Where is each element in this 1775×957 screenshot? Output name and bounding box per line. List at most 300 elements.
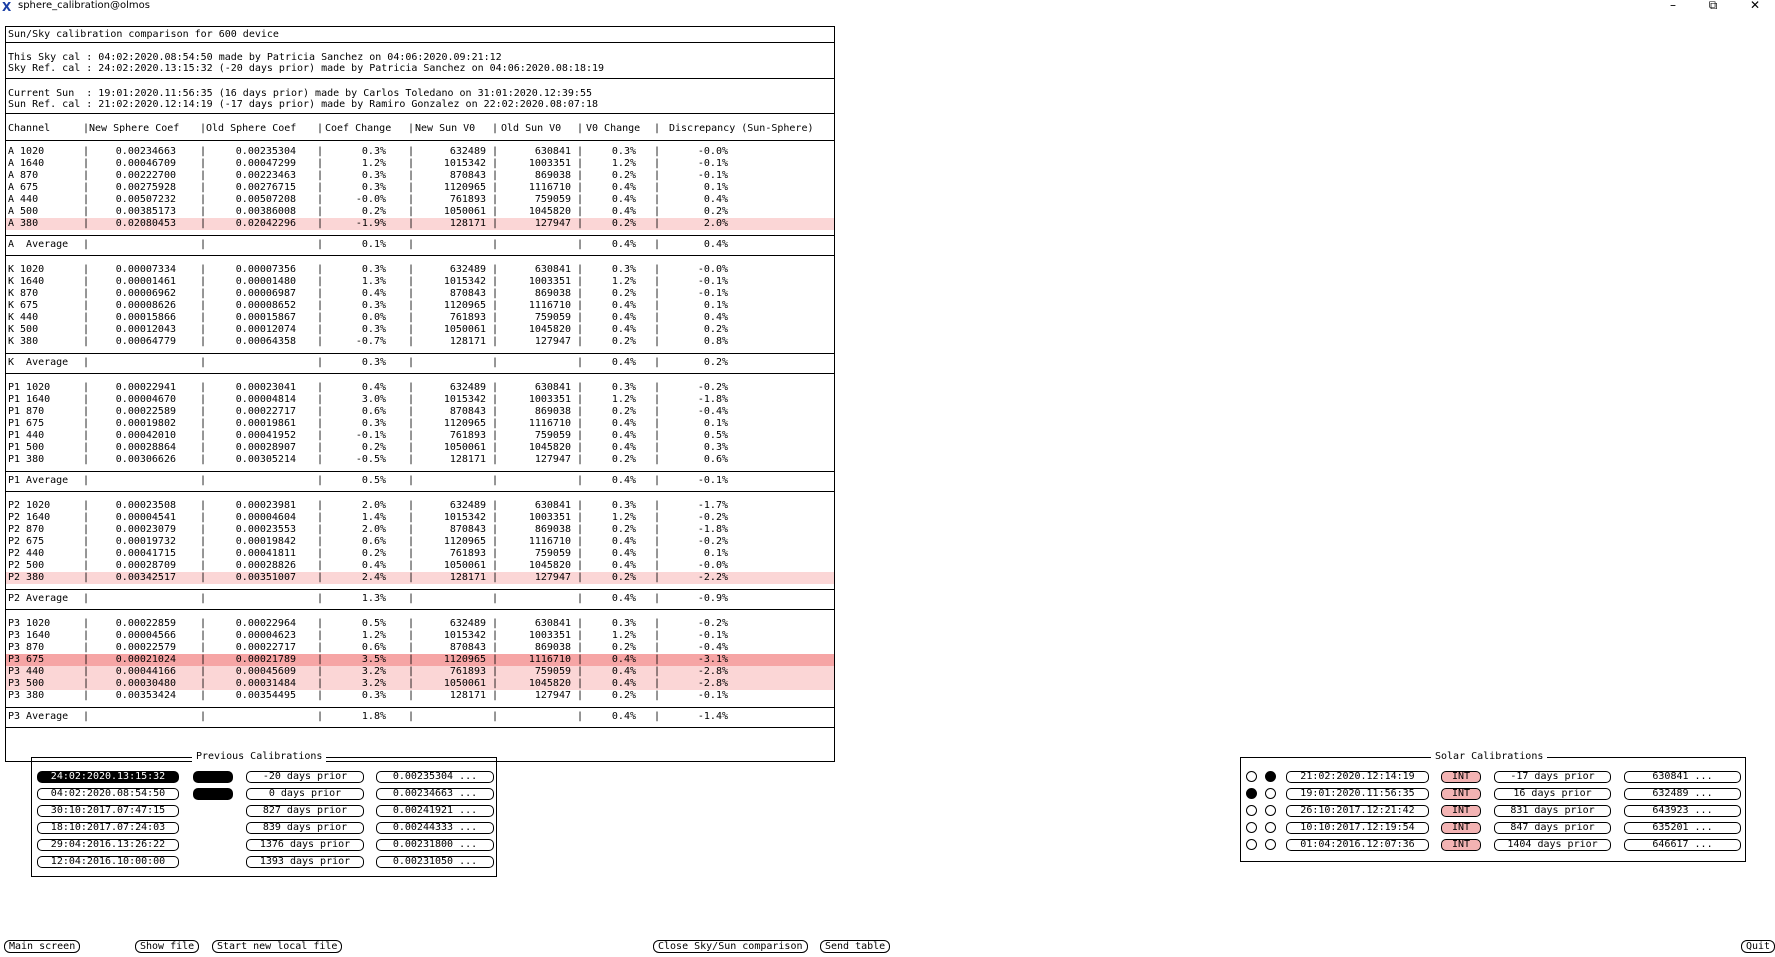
column-separator: |	[492, 123, 499, 134]
column-separator: |	[317, 524, 324, 535]
cell-coef-change: -0.0%	[355, 194, 386, 205]
column-separator: |	[654, 512, 661, 523]
column-separator: |	[408, 394, 415, 405]
solar-calibration-date-button[interactable]: 26:10:2017.12:21:42	[1286, 805, 1429, 817]
solar-calibration-v0-button[interactable]: 635201 ...	[1624, 822, 1741, 834]
column-separator: |	[200, 442, 207, 453]
cell-new-coef: 0.00044166	[115, 666, 176, 677]
column-separator: |	[577, 572, 584, 583]
column-separator: |	[83, 711, 90, 722]
cell-new-v0: 1015342	[443, 394, 486, 405]
previous-calibration-date-button[interactable]: 24:02:2020.13:15:32	[37, 771, 179, 783]
table-row	[6, 500, 834, 512]
cell-old-coef: 0.00004623	[235, 630, 296, 641]
column-separator: |	[317, 288, 324, 299]
solar-calibration-type-badge[interactable]: INT	[1441, 822, 1481, 834]
column-separator: |	[317, 300, 324, 311]
column-separator: |	[577, 194, 584, 205]
column-separator: |	[83, 170, 90, 181]
cell-disc: -0.2%	[697, 512, 728, 523]
column-separator: |	[200, 654, 207, 665]
cell-coef-change: -0.7%	[355, 336, 386, 347]
table-row	[6, 300, 834, 312]
cell-coef-change: 0.6%	[361, 536, 386, 547]
column-separator: |	[577, 146, 584, 157]
cell-v0-change: 0.2%	[611, 690, 636, 701]
cell-new-v0: 1050061	[443, 678, 486, 689]
column-separator: |	[654, 264, 661, 275]
column-separator: |	[317, 194, 324, 205]
cell-disc: 2.0%	[703, 218, 728, 229]
table-row	[6, 418, 834, 430]
solar-calibration-prior[interactable]: 831 days prior	[1494, 805, 1611, 817]
cell-new-v0: 1120965	[443, 182, 486, 193]
solar-calibration-v0-button[interactable]: 632489 ...	[1624, 788, 1741, 800]
cell-coef-change: 0.3%	[361, 146, 386, 157]
column-separator: |	[83, 123, 90, 134]
column-separator: |	[654, 382, 661, 393]
column-separator: |	[408, 170, 415, 181]
cell-coef-change: 0.3%	[361, 264, 386, 275]
column-separator: |	[83, 666, 90, 677]
table-row	[6, 288, 834, 300]
column-separator: |	[200, 418, 207, 429]
current-sun: Current Sun : 19:01:2020.11:56:35 (16 days prior) made by Carlos Toledano on 31:01:2020.12:39:55	[8, 88, 592, 99]
cell-new-coef: 0.00004566	[115, 630, 176, 641]
column-separator: |	[577, 218, 584, 229]
table-row	[6, 442, 834, 454]
solar-radio-current[interactable]	[1246, 788, 1257, 799]
cell-v0-change: 0.4%	[611, 300, 636, 311]
solar-calibration-v0-button[interactable]: 646617 ...	[1624, 839, 1741, 851]
column-separator: |	[577, 536, 584, 547]
column-separator: |	[577, 666, 584, 677]
column-separator: |	[83, 288, 90, 299]
solar-calibration-prior[interactable]: -17 days prior	[1494, 771, 1611, 783]
send-table-button[interactable]: Send table	[820, 940, 890, 953]
column-separator: |	[83, 300, 90, 311]
column-separator: |	[83, 418, 90, 429]
solar-radio-current[interactable]	[1246, 839, 1257, 850]
column-separator: |	[83, 500, 90, 511]
cell-v0-change: 0.2%	[611, 642, 636, 653]
solar-calibration-type-badge[interactable]: INT	[1441, 771, 1481, 783]
column-separator: |	[577, 288, 584, 299]
solar-calibration-date-button[interactable]: 19:01:2020.11:56:35	[1286, 788, 1429, 800]
cell-old-v0: 759059	[534, 548, 571, 559]
column-separator: |	[492, 678, 499, 689]
table-row	[6, 678, 834, 690]
cell-old-v0: 1045820	[528, 442, 571, 453]
cell-channel: P1 1640	[8, 394, 51, 405]
column-separator: |	[83, 158, 90, 169]
cell-channel: A 870	[8, 170, 39, 181]
previous-calibration-coef-button[interactable]: 0.00234663 ...	[376, 788, 494, 800]
column-separator: |	[492, 194, 499, 205]
column-separator: |	[200, 630, 207, 641]
cell-channel: P2 380	[8, 572, 45, 583]
column-separator: |	[492, 382, 499, 393]
previous-calibration-coef-button[interactable]: 0.00231800 ...	[376, 839, 494, 851]
solar-calibration-prior[interactable]: 16 days prior	[1494, 788, 1611, 800]
column-separator: |	[492, 394, 499, 405]
solar-radio-reference[interactable]	[1265, 771, 1276, 782]
column-separator: |	[83, 548, 90, 559]
table-row	[6, 524, 834, 536]
column-separator: |	[654, 618, 661, 629]
column-separator: |	[654, 630, 661, 641]
cell-old-v0: 630841	[534, 500, 571, 511]
previous-calibration-coef-button[interactable]: 0.00235304 ...	[376, 771, 494, 783]
column-separator: |	[83, 312, 90, 323]
cell-new-coef: 0.00385173	[115, 206, 176, 217]
column-separator: |	[83, 357, 90, 368]
column-separator: |	[577, 382, 584, 393]
column-separator: |	[408, 524, 415, 535]
column-separator: |	[408, 264, 415, 275]
column-separator: |	[492, 218, 499, 229]
cell-coef-change: 0.3%	[361, 418, 386, 429]
cell-disc: -0.1%	[697, 276, 728, 287]
column-separator: |	[83, 593, 90, 604]
cell-coef-change: 0.5%	[361, 475, 386, 486]
cell-old-coef: 0.00047299	[235, 158, 296, 169]
column-separator: |	[317, 572, 324, 583]
solar-calibration-v0-button[interactable]: 643923 ...	[1624, 805, 1741, 817]
cell-old-v0: 1003351	[528, 512, 571, 523]
column-separator: |	[200, 158, 207, 169]
column-separator: |	[200, 430, 207, 441]
cell-new-v0: 128171	[449, 336, 486, 347]
table-row	[6, 454, 834, 466]
cell-v0-change: 1.2%	[611, 276, 636, 287]
column-separator: |	[577, 394, 584, 405]
column-separator: |	[408, 123, 415, 134]
solar-calibration-prior[interactable]: 1404 days prior	[1494, 839, 1611, 851]
column-separator: |	[408, 630, 415, 641]
column-separator: |	[200, 642, 207, 653]
cell-channel: P2 500	[8, 560, 45, 571]
column-separator: |	[408, 357, 415, 368]
cell-new-coef: 0.00004541	[115, 512, 176, 523]
cell-new-v0: 1120965	[443, 418, 486, 429]
cell-channel: P3 440	[8, 666, 45, 677]
cell-v0-change: 0.2%	[611, 524, 636, 535]
cell-v0-change: 0.3%	[611, 500, 636, 511]
column-separator: |	[654, 560, 661, 571]
minimize-icon[interactable]: –	[1670, 0, 1676, 12]
cell-disc: 0.4%	[703, 312, 728, 323]
column-separator: |	[317, 336, 324, 347]
cell-old-v0: 630841	[534, 618, 571, 629]
solar-calibration-type-badge[interactable]: INT	[1441, 805, 1481, 817]
column-separator: |	[654, 690, 661, 701]
column-separator: |	[83, 454, 90, 465]
cell-coef-change: 0.5%	[361, 618, 386, 629]
cell-old-coef: 0.00305214	[235, 454, 296, 465]
previous-calibration-marker[interactable]	[193, 788, 233, 800]
column-separator: |	[200, 300, 207, 311]
column-separator: |	[654, 239, 661, 250]
column-separator: |	[317, 430, 324, 441]
column-separator: |	[317, 560, 324, 571]
cell-coef-change: 0.6%	[361, 642, 386, 653]
column-separator: |	[200, 312, 207, 323]
cell-old-v0: 127947	[534, 454, 571, 465]
cell-channel: K 675	[8, 300, 39, 311]
previous-calibration-prior[interactable]: 0 days prior	[246, 788, 364, 800]
cell-v0-change: 0.3%	[611, 618, 636, 629]
cell-channel: P1 675	[8, 418, 45, 429]
cell-old-coef: 0.00019861	[235, 418, 296, 429]
column-separator: |	[577, 276, 584, 287]
cell-disc: -0.2%	[697, 536, 728, 547]
cell-new-v0: 128171	[449, 690, 486, 701]
previous-calibration-prior[interactable]: 827 days prior	[246, 805, 364, 817]
cell-old-coef: 0.00004604	[235, 512, 296, 523]
column-separator: |	[654, 158, 661, 169]
previous-calibration-prior[interactable]: -20 days prior	[246, 771, 364, 783]
cell-channel: P3 Average	[8, 711, 69, 722]
column-separator: |	[654, 418, 661, 429]
solar-calibration-type-badge[interactable]: INT	[1441, 788, 1481, 800]
window-title: sphere_calibration@olmos	[18, 0, 150, 11]
cell-disc: -1.7%	[697, 500, 728, 511]
cell-channel: P1 500	[8, 442, 45, 453]
previous-calibration-prior[interactable]: 1376 days prior	[246, 839, 364, 851]
table-row	[6, 158, 834, 170]
cell-coef-change: 0.2%	[361, 548, 386, 559]
column-separator: |	[408, 418, 415, 429]
column-header: Old Sphere Coef	[206, 123, 297, 134]
column-separator: |	[492, 324, 499, 335]
solar-radio-current[interactable]	[1246, 822, 1257, 833]
column-separator: |	[654, 182, 661, 193]
column-separator: |	[83, 182, 90, 193]
solar-calibration-type-badge[interactable]: INT	[1441, 839, 1481, 851]
column-separator: |	[577, 454, 584, 465]
column-separator: |	[492, 170, 499, 181]
cell-new-coef: 0.00234663	[115, 146, 176, 157]
column-separator: |	[83, 194, 90, 205]
cell-v0-change: 0.4%	[611, 324, 636, 335]
column-separator: |	[654, 146, 661, 157]
cell-coef-change: 1.2%	[361, 630, 386, 641]
cell-new-coef: 0.00012043	[115, 324, 176, 335]
previous-calibration-date-button[interactable]: 30:10:2017.07:47:15	[37, 805, 179, 817]
solar-radio-current[interactable]	[1246, 771, 1257, 782]
cell-new-coef: 0.00015866	[115, 312, 176, 323]
solar-calibration-v0-button[interactable]: 630841 ...	[1624, 771, 1741, 783]
report-title: Sun/Sky calibration comparison for 600 device	[8, 29, 279, 40]
cell-new-v0: 128171	[449, 454, 486, 465]
solar-calibration-prior[interactable]: 847 days prior	[1494, 822, 1611, 834]
cell-old-coef: 0.00007356	[235, 264, 296, 275]
column-separator: |	[654, 500, 661, 511]
column-separator: |	[492, 336, 499, 347]
column-separator: |	[200, 475, 207, 486]
previous-calibration-date-button[interactable]: 29:04:2016.13:26:22	[37, 839, 179, 851]
column-separator: |	[317, 146, 324, 157]
previous-calibration-prior[interactable]: 839 days prior	[246, 822, 364, 834]
cell-channel: A 440	[8, 194, 39, 205]
previous-calibration-coef-button[interactable]: 0.00231050 ...	[376, 856, 494, 868]
solar-radio-reference[interactable]	[1265, 839, 1276, 850]
cell-channel: A Average	[8, 239, 69, 250]
cell-old-coef: 0.00022717	[235, 642, 296, 653]
column-separator: |	[317, 690, 324, 701]
solar-calibration-date-button[interactable]: 01:04:2016.12:07:36	[1286, 839, 1429, 851]
cell-disc: 0.4%	[703, 194, 728, 205]
cell-v0-change: 0.4%	[611, 475, 636, 486]
column-separator: |	[408, 593, 415, 604]
cell-channel: P3 380	[8, 690, 45, 701]
cell-disc: -0.2%	[697, 618, 728, 629]
column-separator: |	[317, 382, 324, 393]
column-separator: |	[83, 218, 90, 229]
close-icon[interactable]: ✕	[1749, 0, 1761, 12]
cell-disc: -0.0%	[697, 560, 728, 571]
cell-old-v0: 127947	[534, 218, 571, 229]
column-separator: |	[317, 500, 324, 511]
column-separator: |	[654, 548, 661, 559]
show-file-button[interactable]: Show file	[135, 940, 199, 953]
solar-calibration-date-button[interactable]: 21:02:2020.12:14:19	[1286, 771, 1429, 783]
column-separator: |	[577, 300, 584, 311]
column-separator: |	[317, 454, 324, 465]
cell-channel: A 500	[8, 206, 39, 217]
column-separator: |	[408, 300, 415, 311]
column-separator: |	[577, 406, 584, 417]
restore-icon[interactable]: ⧉	[1708, 0, 1718, 12]
cell-old-coef: 0.00019842	[235, 536, 296, 547]
previous-calibration-date-button[interactable]: 04:02:2020.08:54:50	[37, 788, 179, 800]
column-separator: |	[317, 218, 324, 229]
column-separator: |	[408, 475, 415, 486]
solar-radio-current[interactable]	[1246, 805, 1257, 816]
cell-coef-change: 0.0%	[361, 312, 386, 323]
cell-old-v0: 759059	[534, 430, 571, 441]
cell-new-v0: 761893	[449, 548, 486, 559]
cell-coef-change: 1.8%	[361, 711, 386, 722]
cell-disc: 0.4%	[703, 239, 728, 250]
solar-radio-reference[interactable]	[1265, 805, 1276, 816]
solar-radio-reference[interactable]	[1265, 788, 1276, 799]
cell-disc: -0.1%	[697, 475, 728, 486]
cell-v0-change: 1.2%	[611, 630, 636, 641]
cell-new-v0: 1050061	[443, 206, 486, 217]
column-separator: |	[492, 239, 499, 250]
previous-calibration-marker[interactable]	[193, 771, 233, 783]
cell-old-v0: 1116710	[528, 536, 571, 547]
cell-coef-change: 0.3%	[361, 690, 386, 701]
cell-new-v0: 1015342	[443, 630, 486, 641]
column-separator: |	[654, 711, 661, 722]
solar-calibration-date-button[interactable]: 10:10:2017.12:19:54	[1286, 822, 1429, 834]
cell-disc: -3.1%	[697, 654, 728, 665]
cell-old-v0: 1116710	[528, 300, 571, 311]
cell-coef-change: 0.4%	[361, 560, 386, 571]
column-separator: |	[408, 560, 415, 571]
cell-channel: P3 1640	[8, 630, 51, 641]
cell-new-v0: 632489	[449, 146, 486, 157]
cell-coef-change: 3.2%	[361, 678, 386, 689]
cell-disc: 0.2%	[703, 324, 728, 335]
previous-calibration-prior[interactable]: 1393 days prior	[246, 856, 364, 868]
main-screen-button[interactable]: Main screen	[4, 940, 80, 953]
cell-disc: -2.8%	[697, 678, 728, 689]
cell-disc: 0.6%	[703, 454, 728, 465]
cell-old-coef: 0.00001480	[235, 276, 296, 287]
cell-old-v0: 759059	[534, 312, 571, 323]
cell-new-v0: 128171	[449, 572, 486, 583]
table-row	[6, 430, 834, 442]
cell-disc: -0.4%	[697, 642, 728, 653]
column-header: Coef Change	[325, 123, 392, 134]
table-row	[6, 690, 834, 702]
column-separator: |	[83, 394, 90, 405]
cell-disc: 0.8%	[703, 336, 728, 347]
column-separator: |	[408, 336, 415, 347]
quit-button[interactable]: Quit	[1741, 940, 1775, 953]
table-row	[6, 548, 834, 560]
column-separator: |	[408, 276, 415, 287]
cell-old-coef: 0.00386008	[235, 206, 296, 217]
previous-calibration-date-button[interactable]: 18:10:2017.07:24:03	[37, 822, 179, 834]
previous-calibration-coef-button[interactable]: 0.00241921 ...	[376, 805, 494, 817]
column-separator: |	[408, 382, 415, 393]
cell-old-coef: 0.00031484	[235, 678, 296, 689]
column-separator: |	[492, 312, 499, 323]
solar-radio-reference[interactable]	[1265, 822, 1276, 833]
column-separator: |	[577, 357, 584, 368]
previous-calibration-date-button[interactable]: 12:04:2016.10:00:00	[37, 856, 179, 868]
column-separator: |	[317, 593, 324, 604]
cell-new-coef: 0.00022589	[115, 406, 176, 417]
column-separator: |	[492, 146, 499, 157]
cell-old-v0: 1045820	[528, 678, 571, 689]
cell-v0-change: 0.2%	[611, 170, 636, 181]
column-separator: |	[654, 394, 661, 405]
column-separator: |	[200, 382, 207, 393]
cell-coef-change: 1.4%	[361, 512, 386, 523]
column-separator: |	[317, 182, 324, 193]
column-separator: |	[317, 618, 324, 629]
cell-old-v0: 869038	[534, 170, 571, 181]
column-separator: |	[200, 288, 207, 299]
column-separator: |	[408, 288, 415, 299]
cell-disc: -2.8%	[697, 666, 728, 677]
cell-disc: 0.1%	[703, 182, 728, 193]
column-separator: |	[654, 524, 661, 535]
cell-new-v0: 1050061	[443, 560, 486, 571]
cell-old-v0: 127947	[534, 572, 571, 583]
start-new-local-file-button[interactable]: Start new local file	[212, 940, 342, 953]
average-row	[6, 593, 834, 605]
cell-new-coef: 0.00022579	[115, 642, 176, 653]
column-separator: |	[83, 264, 90, 275]
column-separator: |	[654, 475, 661, 486]
column-separator: |	[408, 194, 415, 205]
column-separator: |	[492, 300, 499, 311]
close-sky-sun-comparison-button[interactable]: Close Sky/Sun comparison	[653, 940, 808, 953]
column-separator: |	[654, 593, 661, 604]
cell-coef-change: 0.3%	[361, 357, 386, 368]
cell-disc: 0.2%	[703, 206, 728, 217]
previous-calibration-coef-button[interactable]: 0.00244333 ...	[376, 822, 494, 834]
column-separator: |	[408, 312, 415, 323]
cell-channel: P1 380	[8, 454, 45, 465]
